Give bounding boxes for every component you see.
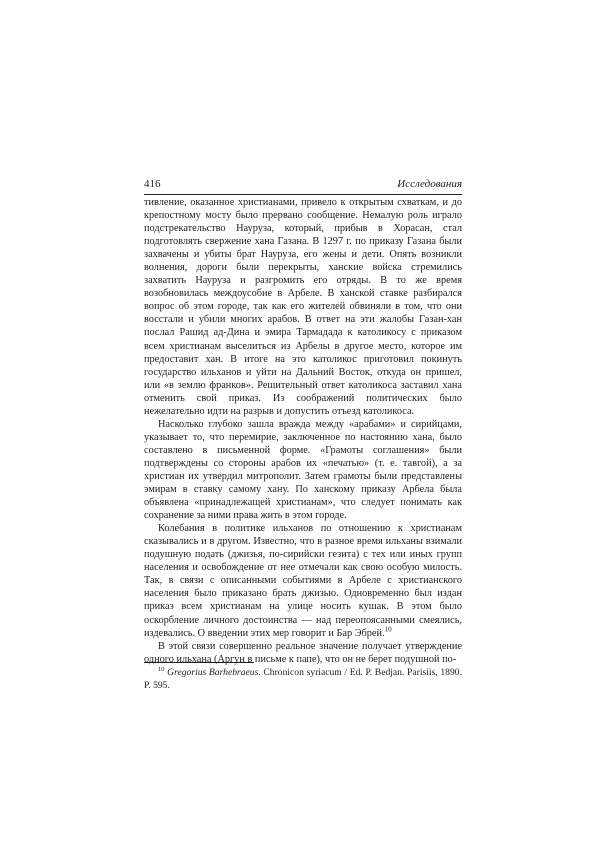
footnote: [144, 666, 462, 692]
running-title: Исследования: [397, 178, 462, 190]
footnote-number: 10: [158, 665, 165, 673]
page-number: 416: [144, 178, 161, 190]
footnote-author: Gregorius Barhebraeus.: [167, 667, 261, 678]
footnote-rule: [144, 662, 254, 663]
paragraph: В этой связи совершенно реальное значение получает утверждение одного ильхана (Аргун в письме к папе), что он не берет подушной по-: [144, 640, 462, 665]
paragraph: тивление, оказанное христианами, привело к открытым схваткам, и до крепостному мосту было прервано сообщение. Немалую роль играло подстрекательство Науруза, который, прибыв в Хорасан, стал подготовлять свержение хана Газана. В 1297 г. по приказу Газана были захвачены и убиты брат Науруза, его жены и дети. Опять возникли волнения, дороги были перекрыты, ханские войска стремились захватить Науруза и разгромить его отряды. В то же время возобновилась междоусобие в Арбеле. В ханской ставке разбирался вопрос об этом городе, так как его жителей обвиняли в том, что они восстали и убили многих арабов. В ответ на эти жалобы Газан-хан послал Рашид ад-Дина и эмира Тармадада к католикосу с приказом всем христианам выселиться из Арбелы в другое место, которое им предоставит хан. В итоге на это католикос приготовил покинуть государство ильханов и уйти на Дальний Восток, откуда он пришел, или «в землю франков». Решительный ответ католикоса заставил хана отменить свой приказ. Из соображений политических было нежелательно идти на разрыв и допустить отъезд католикоса.: [144, 197, 462, 417]
footnote-reference: 10: [384, 625, 392, 634]
footnote-text: Chronicon syriacum / Ed. P. Bedjan. Parisiis, 1890. P. 595.: [144, 667, 462, 691]
main-text: [144, 196, 462, 666]
header-rule: [144, 194, 462, 195]
running-header: [144, 178, 462, 191]
paragraph: Насколько глубоко зашла вражда между «арабами» и сирийцами, указывает то, что перемирие, заключенное по настоянию хана, было составлено в письменной форме. «Грамоты соглашения» были подтверждены со стороны арабов их «печатью» (т. е. тавгой), а за христиан их утвердил митрополит. Затем грамоты были представлены эмирам в ставку самому хану. По ханскому приказу Арбела была объявлена «принадлежащей христианам», что следует понимать как сохранение за ними права жить в этом городе.: [144, 418, 462, 522]
paragraph: Колебания в политике ильханов по отношению к христианам сказывались и в другом. Известно, что в разное время ильханы взимали подушную подать (джизья, по-сирийски гезита) с тех или иных групп населения и освобождение от нее отмечали как свою особую милость. Так, в связи с описанными событиями в Арбеле с христианского населения было приказано брать джизью. Одновременно был издан приказ всем христианам на улице носить кушак. В этом было оскорбление личного достоинства — над переопоясанными смеялись, издевались. О введении этих мер говорит и Бар Эбрей.$^{10}$: [144, 523, 462, 639]
